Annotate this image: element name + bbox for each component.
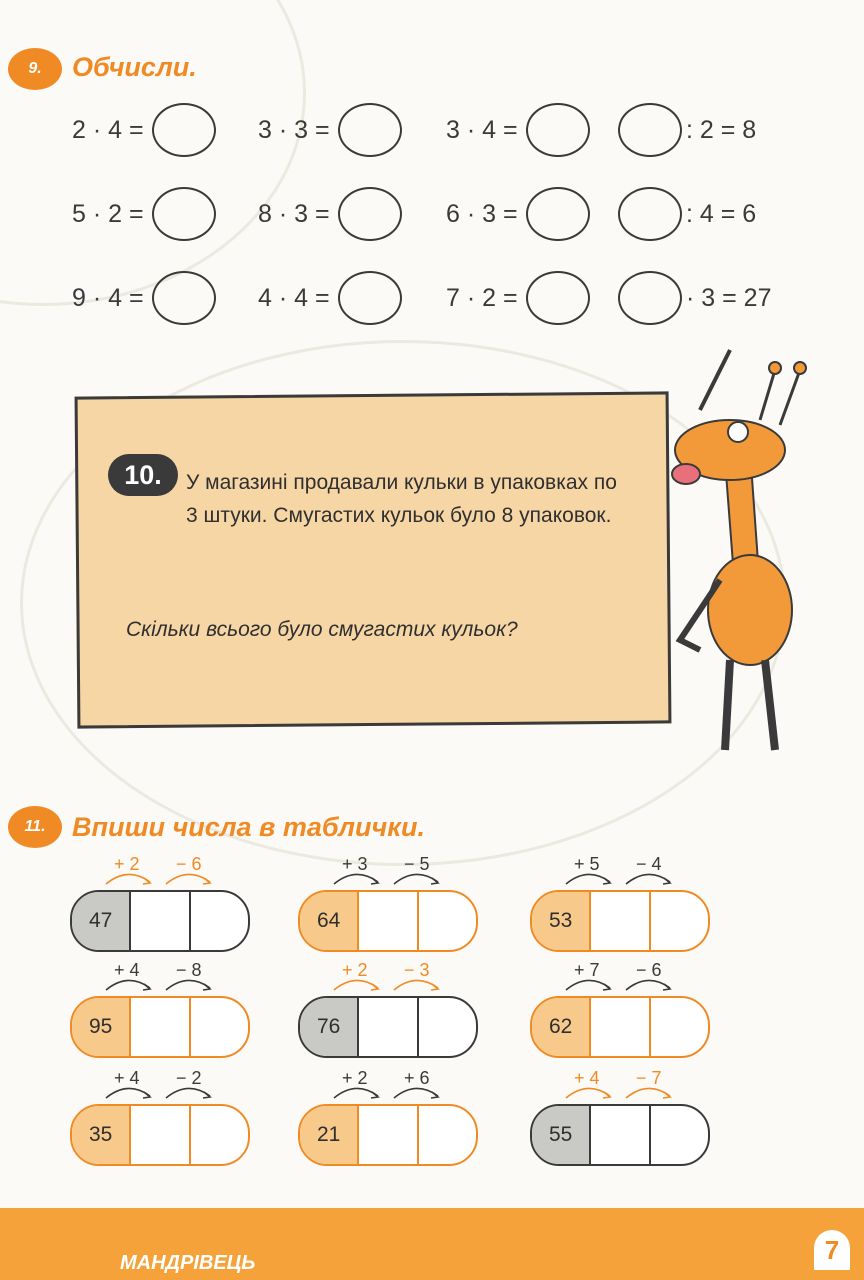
- expression: [258, 100, 402, 160]
- answer-oval[interactable]: [338, 187, 402, 241]
- expression-text: : 4 = 6: [686, 199, 757, 228]
- exercise-11-title: Впиши числа в таблички.: [72, 812, 425, 842]
- exercise-9-badge: 9.: [8, 48, 62, 90]
- operation-arrows: [530, 854, 706, 888]
- answer-oval[interactable]: [152, 103, 216, 157]
- answer-cell[interactable]: [589, 998, 648, 1056]
- answer-oval[interactable]: [152, 187, 216, 241]
- arrow-icon: [70, 854, 246, 888]
- answer-oval[interactable]: [338, 271, 402, 325]
- operation-1: + 4: [114, 960, 140, 980]
- expression-text: 2 · 4 =: [72, 115, 144, 144]
- start-number: 21: [300, 1106, 357, 1164]
- number-table: [298, 996, 478, 1058]
- operation-arrows: [298, 854, 474, 888]
- expression-text: 9 · 4 =: [72, 283, 144, 312]
- exercise-10-card: [75, 391, 672, 728]
- expression-text: 7 · 2 =: [446, 283, 518, 312]
- answer-oval[interactable]: [618, 271, 682, 325]
- number-table: [530, 1104, 710, 1166]
- operation-1: + 2: [114, 854, 140, 874]
- expression-text: · 3 = 27: [686, 283, 772, 312]
- start-number: 53: [532, 892, 589, 950]
- operation-arrows: [530, 1068, 706, 1102]
- arrow-icon: [530, 1068, 706, 1102]
- start-number: 95: [72, 998, 129, 1056]
- arrow-icon: [298, 854, 474, 888]
- operation-arrows: [70, 1068, 246, 1102]
- expression-text: 6 · 3 =: [446, 199, 518, 228]
- answer-cell[interactable]: [417, 998, 476, 1056]
- expression-text: 8 · 3 =: [258, 199, 330, 228]
- start-number: 55: [532, 1106, 589, 1164]
- number-table: [70, 890, 250, 952]
- start-number: 64: [300, 892, 357, 950]
- operation-1: + 5: [574, 854, 600, 874]
- start-number: 35: [72, 1106, 129, 1164]
- operation-1: + 7: [574, 960, 600, 980]
- expression: [618, 100, 756, 160]
- operation-2: − 4: [636, 854, 662, 874]
- answer-oval[interactable]: [526, 271, 590, 325]
- arrow-icon: [530, 854, 706, 888]
- answer-cell[interactable]: [417, 892, 476, 950]
- arrow-icon: [298, 1068, 474, 1102]
- answer-cell[interactable]: [589, 892, 648, 950]
- answer-cell[interactable]: [129, 892, 188, 950]
- operation-2: − 8: [176, 960, 202, 980]
- arrow-icon: [530, 960, 706, 994]
- operation-2: − 2: [176, 1068, 202, 1088]
- answer-cell[interactable]: [649, 892, 708, 950]
- answer-cell[interactable]: [189, 892, 248, 950]
- operation-arrows: [70, 854, 246, 888]
- answer-cell[interactable]: [357, 998, 416, 1056]
- operation-1: + 4: [114, 1068, 140, 1088]
- expression: [446, 268, 590, 328]
- operation-2: − 3: [404, 960, 430, 980]
- answer-oval[interactable]: [618, 103, 682, 157]
- expression: [258, 184, 402, 244]
- operation-2: − 6: [636, 960, 662, 980]
- answer-cell[interactable]: [649, 1106, 708, 1164]
- expression: [258, 268, 402, 328]
- number-table: [70, 996, 250, 1058]
- expression: [618, 184, 756, 244]
- answer-cell[interactable]: [357, 1106, 416, 1164]
- exercise-10-text: У магазині продавали кульки в упаковках по 3 штуки. Смугастих кульок було 8 упаковок.: [186, 471, 617, 527]
- operation-1: + 4: [574, 1068, 600, 1088]
- start-number: 47: [72, 892, 129, 950]
- expression-text: 5 · 2 =: [72, 199, 144, 228]
- operation-1: + 3: [342, 854, 368, 874]
- expression-text: 3 · 4 =: [446, 115, 518, 144]
- answer-cell[interactable]: [189, 998, 248, 1056]
- number-table: [70, 1104, 250, 1166]
- start-number: 76: [300, 998, 357, 1056]
- operation-2: + 6: [404, 1068, 430, 1088]
- exercise-9-title: Обчисли.: [72, 52, 197, 82]
- answer-cell[interactable]: [189, 1106, 248, 1164]
- answer-cell[interactable]: [649, 998, 708, 1056]
- expression: [72, 268, 216, 328]
- expression: [72, 184, 216, 244]
- number-table: [530, 996, 710, 1058]
- expression: [446, 184, 590, 244]
- start-number: 62: [532, 998, 589, 1056]
- number-table: [298, 890, 478, 952]
- expression: [446, 100, 590, 160]
- operation-arrows: [70, 960, 246, 994]
- answer-oval[interactable]: [338, 103, 402, 157]
- exercise-11-badge: 11.: [8, 806, 62, 848]
- operation-2: − 7: [636, 1068, 662, 1088]
- expression: [72, 100, 216, 160]
- arrow-icon: [70, 960, 246, 994]
- publisher-logo: МАНДРІВЕЦЬ: [120, 1252, 256, 1274]
- operation-2: − 5: [404, 854, 430, 874]
- giraffe-illustration: [640, 340, 840, 760]
- arrow-icon: [70, 1068, 246, 1102]
- arrow-icon: [298, 960, 474, 994]
- answer-cell[interactable]: [129, 998, 188, 1056]
- exercise-10-badge: 10.: [108, 454, 178, 496]
- answer-oval[interactable]: [526, 187, 590, 241]
- answer-cell[interactable]: [129, 1106, 188, 1164]
- operation-arrows: [530, 960, 706, 994]
- answer-oval[interactable]: [152, 271, 216, 325]
- answer-cell[interactable]: [589, 1106, 648, 1164]
- expression-text: 3 · 3 =: [258, 115, 330, 144]
- operation-arrows: [298, 1068, 474, 1102]
- operation-2: − 6: [176, 854, 202, 874]
- expression: [618, 268, 771, 328]
- number-table: [530, 890, 710, 952]
- expression-text: : 2 = 8: [686, 115, 757, 144]
- operation-arrows: [298, 960, 474, 994]
- answer-cell[interactable]: [357, 892, 416, 950]
- expression-text: 4 · 4 =: [258, 283, 330, 312]
- operation-1: + 2: [342, 960, 368, 980]
- answer-cell[interactable]: [417, 1106, 476, 1164]
- page-number: 7: [814, 1230, 850, 1270]
- number-table: [298, 1104, 478, 1166]
- exercise-10-question: Скільки всього було смугастих кульок?: [126, 618, 518, 641]
- answer-oval[interactable]: [618, 187, 682, 241]
- operation-1: + 2: [342, 1068, 368, 1088]
- answer-oval[interactable]: [526, 103, 590, 157]
